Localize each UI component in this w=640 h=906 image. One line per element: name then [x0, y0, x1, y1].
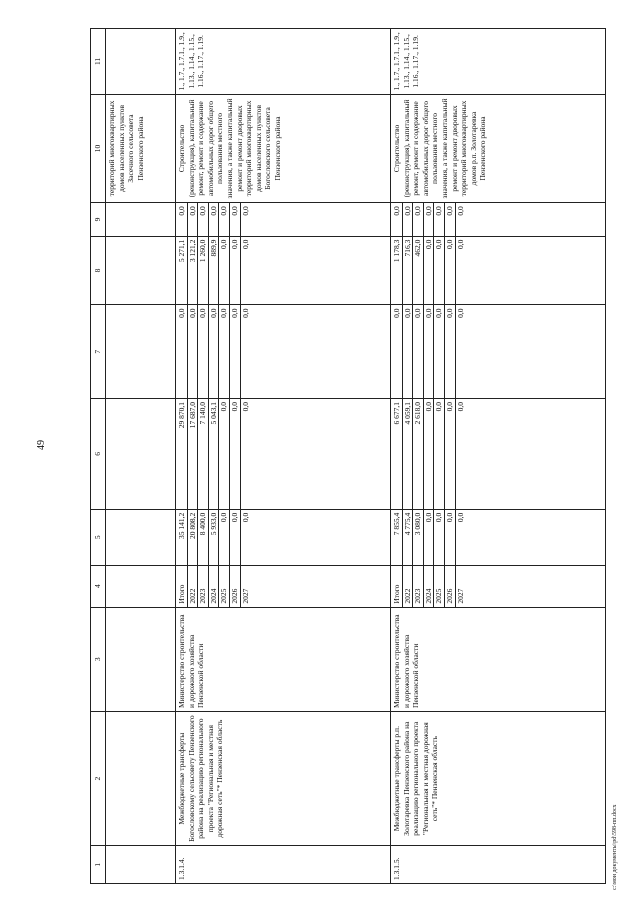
year-cell: 2025 — [219, 566, 230, 607]
header-col-4: 4 — [91, 565, 106, 607]
continuation-col10: территорий многоквартирных домов населенных пунктов Засечного сельсовета Пензенского района — [106, 94, 176, 203]
year-cell: 2026 — [230, 566, 241, 607]
value-cell: 7 140,0 — [198, 399, 209, 509]
col7-values — [177, 308, 250, 395]
header-col-3: 3 — [91, 607, 106, 711]
value-cell: 0,0 — [392, 305, 403, 398]
value-cell: 716,3 — [403, 237, 414, 305]
value-cell: 0,0 — [219, 237, 230, 305]
year-cell: 2027 — [240, 588, 250, 604]
value-cell: 0,0 — [240, 206, 250, 216]
year-cell: 2022 — [403, 566, 414, 607]
year-cell: 2027 — [455, 588, 465, 604]
value-cell: 0,0 — [240, 402, 250, 412]
value-cell: 0,0 — [177, 305, 188, 398]
value-cell: 0,0 — [403, 305, 414, 398]
year-cell: Итого — [392, 566, 403, 607]
value-cell: 0,0 — [209, 305, 220, 398]
continuation-row — [106, 29, 176, 884]
value-cell: 0,0 — [455, 308, 465, 318]
value-cell: 1 178,3 — [392, 237, 403, 305]
value-cell: 0,0 — [198, 305, 209, 398]
value-cell: 0,0 — [188, 305, 199, 398]
value-cell: 0,0 — [455, 206, 465, 216]
col8-values — [392, 240, 465, 302]
col6-values — [392, 402, 465, 506]
header-col-7: 7 — [91, 305, 106, 399]
value-cell: 0,0 — [413, 203, 424, 235]
value-cell: 0,0 — [230, 237, 241, 305]
value-cell: 0,0 — [198, 203, 209, 235]
value-cell: 0,0 — [445, 203, 456, 235]
value-cell: 6 677,1 — [392, 399, 403, 509]
year-cell: 2026 — [445, 566, 456, 607]
value-cell: 0,0 — [392, 203, 403, 235]
value-cell: 17 687,0 — [188, 399, 199, 509]
value-cell: 5 271,1 — [177, 237, 188, 305]
year-cell: Итого — [177, 566, 188, 607]
value-cell: 0,0 — [240, 239, 250, 249]
col5-values — [392, 513, 465, 562]
row-indicators: 1., 1.7., 1.7.1., 1.9., 1.13., 1.14., 1.15., 1.16., 1.17., 1.19. — [176, 29, 391, 95]
value-cell: 0,0 — [219, 305, 230, 398]
value-cell: 8 400,0 — [198, 510, 209, 565]
header-col-2: 2 — [91, 711, 106, 845]
value-cell: 5 043,1 — [209, 399, 220, 509]
row-name: Межбюджетные трансферты Богословскому сельсовету Пензенского района на реализацию регионального проекта "Региональная и местная дорожная сеть"* Пензенская область — [176, 711, 391, 845]
header-col-8: 8 — [91, 236, 106, 305]
row-executor: Министерство строительства и дорожного хозяйства Пензенской области — [176, 607, 391, 711]
col7-values — [392, 308, 465, 395]
header-col-9: 9 — [91, 203, 106, 236]
value-cell: 0,0 — [219, 510, 230, 565]
value-cell: 0,0 — [230, 510, 241, 565]
year-cell: 2022 — [188, 566, 199, 607]
col9-values — [177, 206, 250, 232]
table-row — [176, 29, 391, 884]
year-cell: 2023 — [198, 566, 209, 607]
value-cell: 0,0 — [177, 203, 188, 235]
value-cell: 0,0 — [434, 237, 445, 305]
program-table — [90, 28, 606, 884]
value-cell: 20 808,2 — [188, 510, 199, 565]
row-name: Межбюджетные трансферты р.п. Золотаревка Пензенского района на реализацию регионального проекта "Региональная и местная дорожная сеть"* Пензенская область — [391, 711, 606, 845]
footer-file-path: c:\мои документы\pd\598-пп.docx — [612, 804, 618, 890]
value-cell: 0,0 — [455, 512, 465, 523]
value-cell: 0,0 — [445, 510, 456, 565]
value-cell: 0,0 — [434, 305, 445, 398]
value-cell: 0,0 — [445, 305, 456, 398]
year-cell: 2023 — [413, 566, 424, 607]
header-col-10: 10 — [91, 94, 106, 203]
value-cell: 0,0 — [424, 237, 435, 305]
page-number: 49 — [36, 440, 47, 450]
years-list — [392, 569, 465, 604]
value-cell: 4 059,1 — [403, 399, 414, 509]
value-cell: 29 870,1 — [177, 399, 188, 509]
value-cell: 0,0 — [240, 512, 250, 523]
value-cell: 0,0 — [434, 399, 445, 509]
value-cell: 0,0 — [240, 308, 250, 318]
value-cell: 0,0 — [455, 239, 465, 249]
value-cell: 0,0 — [424, 399, 435, 509]
header-col-11: 11 — [91, 29, 106, 95]
row-id: 1.3.1.5. — [391, 846, 606, 884]
header-col-5: 5 — [91, 509, 106, 565]
value-cell: 0,0 — [209, 203, 220, 235]
value-cell: 0,0 — [445, 237, 456, 305]
value-cell: 0,0 — [219, 399, 230, 509]
table-row — [391, 29, 606, 884]
col6-values — [177, 402, 250, 506]
value-cell: 0,0 — [188, 203, 199, 235]
row-id: 1.3.1.4. — [176, 846, 391, 884]
value-cell: 0,0 — [230, 305, 241, 398]
row-description: Строительство (реконструкция), капитальный ремонт, ремонт и содержание автомобильных дорог общего пользования местного значения, а также капитальный ремонт и ремонт дворовых территорий многоквартирных домов р.п. Золотаревка Пензенского района — [391, 94, 606, 203]
value-cell: 0,0 — [424, 510, 435, 565]
header-col-6: 6 — [91, 399, 106, 510]
value-cell: 0,0 — [230, 203, 241, 235]
year-cell: 2024 — [424, 566, 435, 607]
value-cell: 0,0 — [424, 305, 435, 398]
rotated-table-container — [90, 28, 606, 884]
value-cell: 5 933,0 — [209, 510, 220, 565]
value-cell: 889,9 — [209, 237, 220, 305]
value-cell: 1 260,0 — [198, 237, 209, 305]
row-indicators: 1., 1.7., 1.7.1., 1.9., 1.13., 1.14., 1.15., 1.16., 1.17., 1.19. — [391, 29, 606, 95]
year-cell: 2024 — [209, 566, 220, 607]
value-cell: 35 141,2 — [177, 510, 188, 565]
value-cell: 0,0 — [403, 203, 414, 235]
value-cell: 0,0 — [424, 203, 435, 235]
value-cell: 7 855,4 — [392, 510, 403, 565]
col9-values — [392, 206, 465, 232]
continuation-col11 — [106, 29, 176, 95]
header-row — [91, 29, 106, 884]
header-col-1: 1 — [91, 846, 106, 884]
years-list — [177, 569, 250, 604]
value-cell: 0,0 — [455, 402, 465, 412]
value-cell: 0,0 — [434, 510, 445, 565]
col5-values — [177, 513, 250, 562]
value-cell: 0,0 — [445, 399, 456, 509]
value-cell: 4 775,4 — [403, 510, 414, 565]
value-cell: 2 618,0 — [413, 399, 424, 509]
value-cell: 0,0 — [219, 203, 230, 235]
value-cell: 3 080,0 — [413, 510, 424, 565]
value-cell: 3 121,2 — [188, 237, 199, 305]
value-cell: 0,0 — [434, 203, 445, 235]
row-executor: Министерство строительства и дорожного хозяйства Пензенской области — [391, 607, 606, 711]
col8-values — [177, 240, 250, 302]
value-cell: 0,0 — [413, 305, 424, 398]
year-cell: 2025 — [434, 566, 445, 607]
row-description: Строительство (реконструкция), капитальный ремонт, ремонт и содержание автомобильных дорог общего пользования местного значения, а также капитальный ремонт и ремонт дворовых территорий многоквартирных домов населенных пунктов Богословского сельсовета Пензенского района — [176, 94, 391, 203]
value-cell: 462,0 — [413, 237, 424, 305]
value-cell: 0,0 — [230, 399, 241, 509]
